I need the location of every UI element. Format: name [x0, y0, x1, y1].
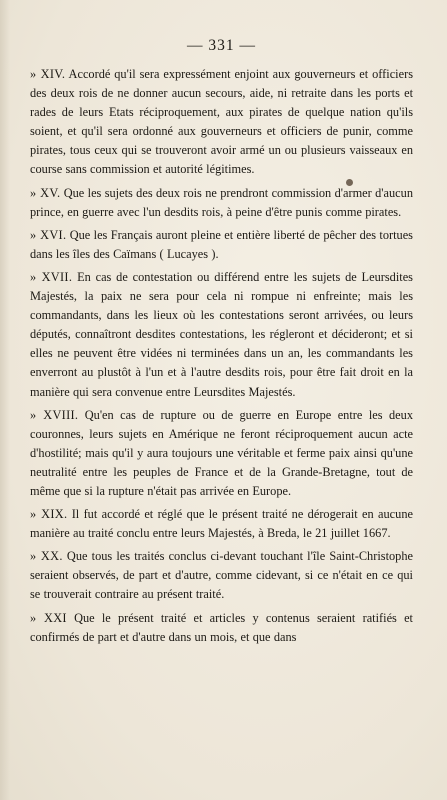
article-xxi [30, 609, 413, 647]
article-xx [30, 547, 413, 604]
article-xviii [30, 406, 413, 501]
article-number: » XV. [30, 185, 61, 200]
article-number: » XX. [30, 549, 63, 564]
article-number: » XXI [30, 610, 67, 625]
page-gutter-shadow [0, 0, 10, 800]
article-number: » XIV. [30, 67, 66, 81]
article-text: Qu'en cas de rupture ou de guerre en Europe entre les deux couronnes, leurs sujets en Amérique ne feront réciproquement aucun acte d'hostilité; mais qu'il y aura toujours une véritable et ferme paix ainsi qu'une neutralité entre les peuples de France et de la Grande-Bretagne, tout de même que si la rupture n'était pas arrivée en Europe. [30, 407, 413, 498]
article-xv [30, 184, 413, 222]
article-number: » XVII. [30, 269, 73, 284]
article-number: » XVI. [30, 227, 67, 242]
article-text: Accordé qu'il sera expressément enjoint aux gouverneurs et officiers des deux rois de ne donner aucun secours, aide, ni retraite dans les ports et rades de leurs Etats réciproquement, aux pirates de quelque nation qu'ils soient, et qu'il sera ordonné aux gouverneurs et officiers de punir, comme pirates, tous ceux qui se trouveront avoir armé un ou plusieurs vaisseaux en course sans commission et autorité légitimes. [30, 67, 413, 177]
article-number: » XVIII. [30, 407, 79, 422]
article-text: Que tous les traités conclus ci-devant touchant l'île Saint-Christophe seraient observés, de part et d'autre, comme cidevant, si ce n'était en ce qui se trouverait contraire au présent traité. [30, 549, 413, 602]
article-number: » XIX. [30, 507, 68, 522]
article-text: Que les sujets des deux rois ne prendront commission d'armer d'aucun prince, en guerre avec l'un desdits rois, à peine d'être punis comme pirates. [30, 185, 413, 219]
article-text: Que le présent traité et articles y contenus seraient ratifiés et confirmés de part et d'autre dans un mois, et que dans [30, 610, 413, 644]
article-text: Que les Français auront pleine et entière liberté de pêcher des tortues dans les îles des Caïmans ( Lucayes ). [30, 227, 413, 261]
article-xvii [30, 268, 413, 402]
article-text: En cas de contestation ou différend entre les sujets de Leursdites Majestés, la paix ne sera pour cela ni rompue ni enfreinte; mais les commandants, dans les lieux où les contestations seront arrivées, ou leurs députés, connaîtront desdites contestations, les régleront et décideront; et si elles ne peuvent être vidées ni terminées dans un an, les commandants les enverront au plustôt à l'un et à l'autre desdits rois, pour être fait droit en la manière qui sera convenue entre Leursdites Majestés. [30, 269, 413, 399]
article-text: Il fut accordé et réglé que le présent traité ne dérogerait en aucune manière au traité conclu entre leurs Majestés, à Breda, le 21 juillet 1667. [30, 507, 413, 541]
ink-blot [346, 179, 353, 186]
article-xiv [30, 65, 413, 180]
article-xix [30, 505, 413, 543]
page-number: — 331 — [187, 37, 256, 54]
article-xvi [30, 226, 413, 264]
